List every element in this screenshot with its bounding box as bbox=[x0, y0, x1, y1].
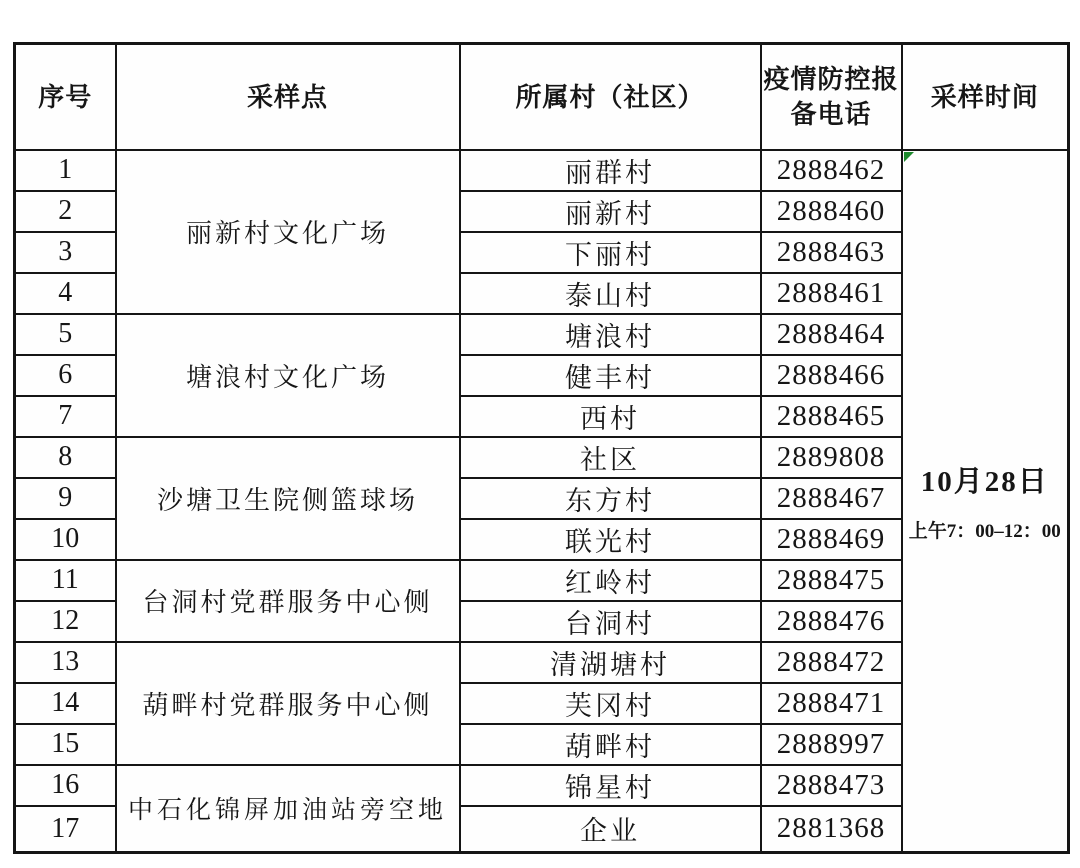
phone-cell: 2888472 bbox=[761, 642, 902, 683]
village-cell: 健丰村 bbox=[460, 355, 761, 396]
phone-cell: 2888467 bbox=[761, 478, 902, 519]
time-cell bbox=[902, 150, 1069, 853]
phone-cell: 2888460 bbox=[761, 191, 902, 232]
header-phone: 疫情防控报备电话 bbox=[761, 44, 902, 150]
seq-cell: 1 bbox=[15, 150, 116, 191]
header-time: 采样时间 bbox=[902, 44, 1069, 150]
seq-cell: 2 bbox=[15, 191, 116, 232]
sampling-date: 10月28日 bbox=[920, 465, 1049, 498]
site-cell: 中石化锦屏加油站旁空地 bbox=[116, 765, 460, 853]
village-cell: 塘浪村 bbox=[460, 314, 761, 355]
village-cell: 台洞村 bbox=[460, 601, 761, 642]
village-cell: 丽新村 bbox=[460, 191, 761, 232]
village-cell: 西村 bbox=[460, 396, 761, 437]
seq-cell: 16 bbox=[15, 765, 116, 806]
phone-cell: 2888471 bbox=[761, 683, 902, 724]
site-cell: 葫畔村党群服务中心侧 bbox=[116, 642, 460, 765]
village-cell: 芙冈村 bbox=[460, 683, 761, 724]
seq-cell: 4 bbox=[15, 273, 116, 314]
village-cell: 清湖塘村 bbox=[460, 642, 761, 683]
phone-cell: 2888465 bbox=[761, 396, 902, 437]
village-cell: 丽群村 bbox=[460, 150, 761, 191]
site-cell: 丽新村文化广场 bbox=[116, 150, 460, 314]
seq-cell: 15 bbox=[15, 724, 116, 765]
green-corner-marker-icon bbox=[904, 152, 914, 162]
phone-cell: 2881368 bbox=[761, 806, 902, 853]
phone-cell: 2888476 bbox=[761, 601, 902, 642]
seq-cell: 5 bbox=[15, 314, 116, 355]
seq-cell: 13 bbox=[15, 642, 116, 683]
sampling-hours: 上午7：00–12：00 bbox=[908, 520, 1061, 542]
site-cell: 塘浪村文化广场 bbox=[116, 314, 460, 437]
phone-cell: 2888997 bbox=[761, 724, 902, 765]
site-cell: 台洞村党群服务中心侧 bbox=[116, 560, 460, 642]
village-cell: 红岭村 bbox=[460, 560, 761, 601]
sampling-schedule-table-wrap bbox=[13, 42, 1070, 854]
header-village: 所属村（社区） bbox=[460, 44, 761, 150]
village-cell: 泰山村 bbox=[460, 273, 761, 314]
phone-cell: 2888461 bbox=[761, 273, 902, 314]
village-cell: 锦星村 bbox=[460, 765, 761, 806]
village-cell: 东方村 bbox=[460, 478, 761, 519]
phone-cell: 2888464 bbox=[761, 314, 902, 355]
seq-cell: 6 bbox=[15, 355, 116, 396]
seq-cell: 10 bbox=[15, 519, 116, 560]
phone-cell: 2888466 bbox=[761, 355, 902, 396]
phone-cell: 2888462 bbox=[761, 150, 902, 191]
seq-cell: 14 bbox=[15, 683, 116, 724]
village-cell: 葫畔村 bbox=[460, 724, 761, 765]
table-header-row bbox=[15, 44, 1069, 150]
seq-cell: 9 bbox=[15, 478, 116, 519]
table-row bbox=[15, 150, 1069, 191]
site-cell: 沙塘卫生院侧篮球场 bbox=[116, 437, 460, 560]
village-cell: 企业 bbox=[460, 806, 761, 853]
header-site: 采样点 bbox=[116, 44, 460, 150]
header-seq: 序号 bbox=[15, 44, 116, 150]
village-cell: 下丽村 bbox=[460, 232, 761, 273]
seq-cell: 12 bbox=[15, 601, 116, 642]
sampling-schedule-table bbox=[13, 42, 1070, 854]
phone-cell: 2888463 bbox=[761, 232, 902, 273]
seq-cell: 3 bbox=[15, 232, 116, 273]
seq-cell: 7 bbox=[15, 396, 116, 437]
seq-cell: 17 bbox=[15, 806, 116, 853]
phone-cell: 2888475 bbox=[761, 560, 902, 601]
phone-cell: 2889808 bbox=[761, 437, 902, 478]
phone-cell: 2888473 bbox=[761, 765, 902, 806]
village-cell: 联光村 bbox=[460, 519, 761, 560]
seq-cell: 8 bbox=[15, 437, 116, 478]
phone-cell: 2888469 bbox=[761, 519, 902, 560]
seq-cell: 11 bbox=[15, 560, 116, 601]
village-cell: 社区 bbox=[460, 437, 761, 478]
